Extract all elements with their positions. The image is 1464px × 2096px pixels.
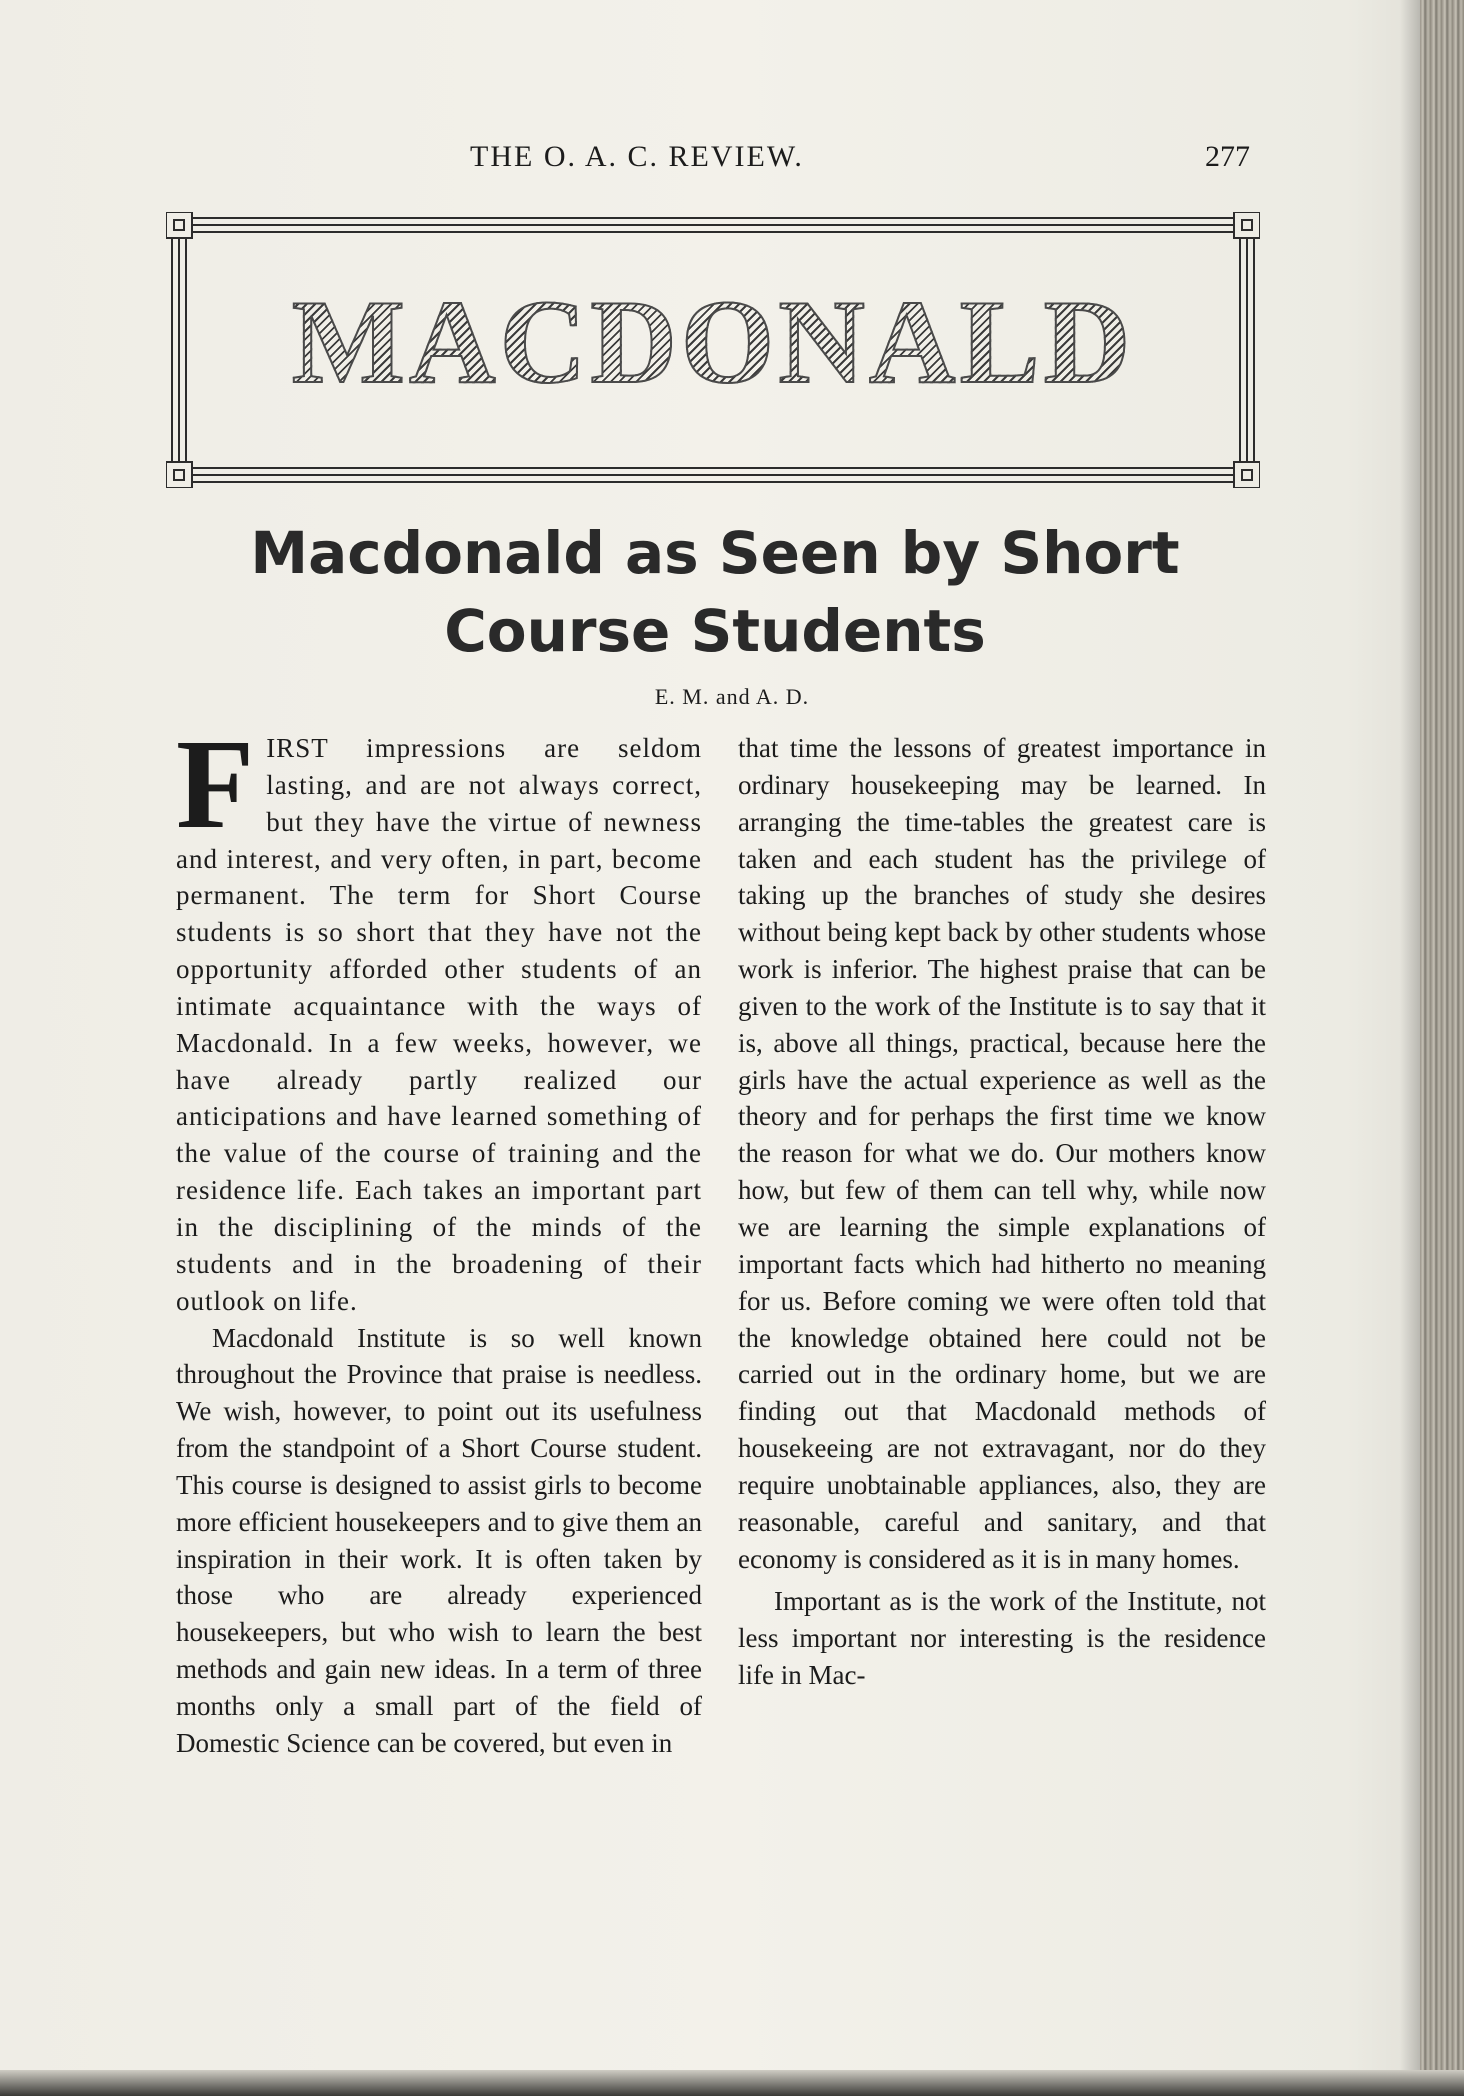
article-title bbox=[180, 514, 1250, 670]
paragraph: Important as is the work of the Institute, not less important nor interesting is the residence life in Mac- bbox=[738, 1586, 1266, 1691]
drop-cap: F bbox=[176, 713, 255, 855]
page-gutter-shadow bbox=[1400, 0, 1420, 2096]
paragraph-text: IRST impressions are seldom lasting, and are not always correct, but they have the virtue of newness and interest, and very often, in part, become permanent. The term for Short Course students is so short that they have not the opportunity afforded other students of an intimate acquaintance with the ways of Macdonald. In a few weeks, however, we have already partly realized our anticipations and have learned something of the value of the course of training and the residence life. Each takes an important part in the disciplining of the minds of the students and in the broadening of their outlook on life. bbox=[176, 733, 702, 1316]
right-column bbox=[738, 730, 1266, 1694]
bottom-scan-edge bbox=[0, 2070, 1464, 2096]
left-column bbox=[176, 713, 702, 1762]
section-banner bbox=[166, 212, 1260, 488]
byline: E. M. and A. D. bbox=[654, 684, 810, 709]
article-title-line-2: Course Students bbox=[444, 597, 986, 665]
running-head: THE O. A. C. REVIEW. bbox=[470, 140, 804, 173]
book-edge bbox=[1420, 0, 1464, 2096]
page-number: 277 bbox=[1205, 140, 1250, 173]
paragraph bbox=[176, 713, 702, 1320]
paragraph: Macdonald Institute is so well known throughout the Province that praise is needless. We wish, however, to point out its usefulness from the standpoint of a Short Course student. This course is designed to assist girls to become more efficient housekeepers and to give them an inspiration in their work. It is often taken by those who are already experienced housekeepers, but who wish to learn the best methods and gain new ideas. In a term of three months only a small part of the field of Domestic Science can be covered, but even in bbox=[176, 1322, 702, 1758]
article-title-line-1: Macdonald as Seen by Short bbox=[250, 519, 1180, 587]
paragraph: that time the lessons of greatest importance in ordinary housekeeping may be learned. In arranging the time-tables the greatest care is taken and each student has the privilege of taking up the branches of study she desires without being kept back by other students whose work is inferior. The highest praise that can be given to the work of the Institute is to say that it is, above all things, practical, because here the girls have the actual experience as well as the theory and for perhaps the first time we know the reason for what we do. Our mothers know how, but few of them can tell why, while now we are learning the simple explanations of important facts which had hitherto no meaning for us. Before coming we were often told that the knowledge obtained here could not be carried out in the ordinary home, but we are finding out that Macdonald methods of housekeeing are not extravagant, nor do they require unobtainable appliances, also, they are reasonable, careful and sanitary, and that economy is considered as it is in many homes. bbox=[738, 733, 1266, 1574]
banner-title: MACDONALD bbox=[166, 282, 1260, 402]
